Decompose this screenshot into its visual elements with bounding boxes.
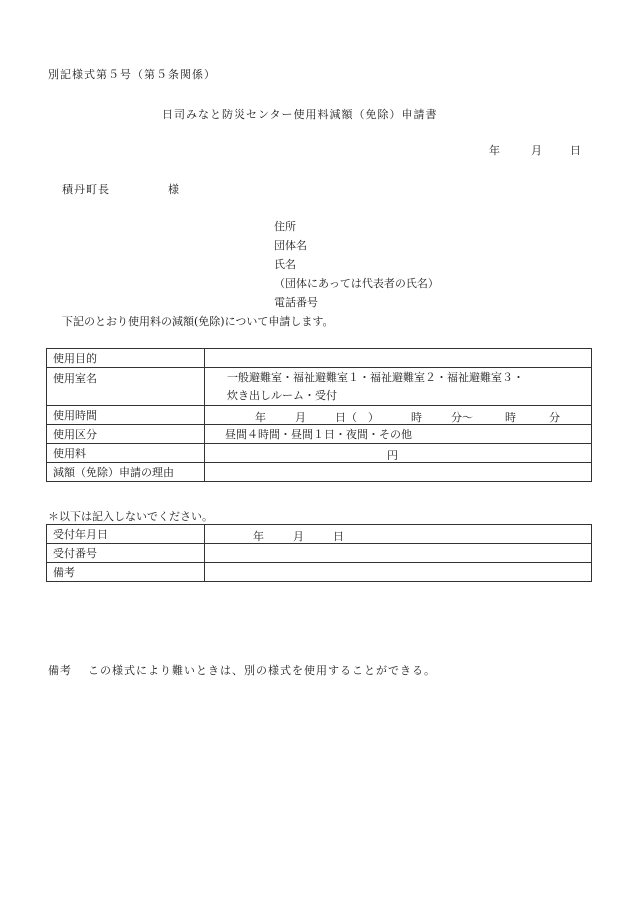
time-minute-to: 分: [549, 411, 560, 424]
footer-label: 備考: [48, 664, 72, 677]
form-title: 日司みなと防災センター使用料減額（免除）申請書: [162, 108, 438, 121]
room-options[interactable]: [205, 368, 592, 406]
fee-label: 使用料: [47, 444, 205, 463]
table-row: [47, 368, 592, 406]
table-row: [47, 525, 592, 544]
table-row: [47, 444, 592, 463]
office-use-table: [46, 524, 592, 582]
received-month: 月: [293, 530, 304, 543]
date-month-label: 月: [531, 144, 542, 157]
time-year: 年: [255, 411, 266, 424]
fee-value[interactable]: [205, 444, 592, 463]
applicant-address-label: 住所: [274, 220, 296, 233]
time-hour-from: 時: [411, 411, 422, 424]
table-row: [47, 544, 592, 563]
remarks-value[interactable]: [205, 563, 592, 582]
applicant-name-note: （団体にあっては代表者の氏名）: [274, 277, 439, 290]
reason-label: 減額（免除）申請の理由: [47, 463, 205, 482]
date-day-label: 日: [570, 144, 581, 157]
office-use-note: ＊以下は記入しないでください。: [48, 510, 213, 523]
received-number-label: 受付番号: [47, 544, 205, 563]
remarks-label: 備考: [47, 563, 205, 582]
received-year: 年: [253, 530, 264, 543]
category-options[interactable]: 昼間４時間・昼間１日・夜間・その他: [205, 425, 592, 444]
applicant-name-label: 氏名: [274, 258, 296, 271]
reason-value[interactable]: [205, 463, 592, 482]
table-row: [47, 425, 592, 444]
time-minute-from: 分～: [451, 411, 473, 424]
applicant-group-label: 団体名: [274, 239, 307, 252]
intro-text: 下記のとおり使用料の減額(免除)について申請します。: [62, 315, 334, 328]
received-day: 日: [333, 530, 344, 543]
received-date-label: 受付年月日: [47, 525, 205, 544]
time-day: 日（ ）: [335, 411, 379, 424]
time-hour-to: 時: [505, 411, 516, 424]
time-label: 使用時間: [47, 406, 205, 425]
table-row: [47, 406, 592, 425]
fee-unit: 円: [387, 449, 398, 462]
addressee-honorific: 様: [168, 183, 179, 196]
footer-text: この様式により難いときは、別の様式を使用することができる。: [88, 664, 436, 677]
application-table: [46, 348, 592, 482]
addressee-name: 積丹町長: [62, 183, 110, 196]
table-row: [47, 563, 592, 582]
time-month: 月: [295, 411, 306, 424]
room-options-line2: 炊き出しルーム・受付: [227, 388, 337, 402]
received-date-value[interactable]: [205, 525, 592, 544]
applicant-phone-label: 電話番号: [274, 296, 318, 309]
table-row: [47, 349, 592, 368]
room-options-line1: 一般避難室・福祉避難室１・福祉避難室２・福祉避難室３・: [227, 370, 524, 384]
date-year-label: 年: [489, 144, 500, 157]
room-label: 使用室名: [47, 368, 205, 406]
purpose-value[interactable]: [205, 349, 592, 368]
table-row: [47, 463, 592, 482]
time-value[interactable]: [205, 406, 592, 425]
received-number-value[interactable]: [205, 544, 592, 563]
category-label: 使用区分: [47, 425, 205, 444]
purpose-label: 使用目的: [47, 349, 205, 368]
form-number: 別記様式第５号（第５条関係）: [48, 68, 216, 81]
